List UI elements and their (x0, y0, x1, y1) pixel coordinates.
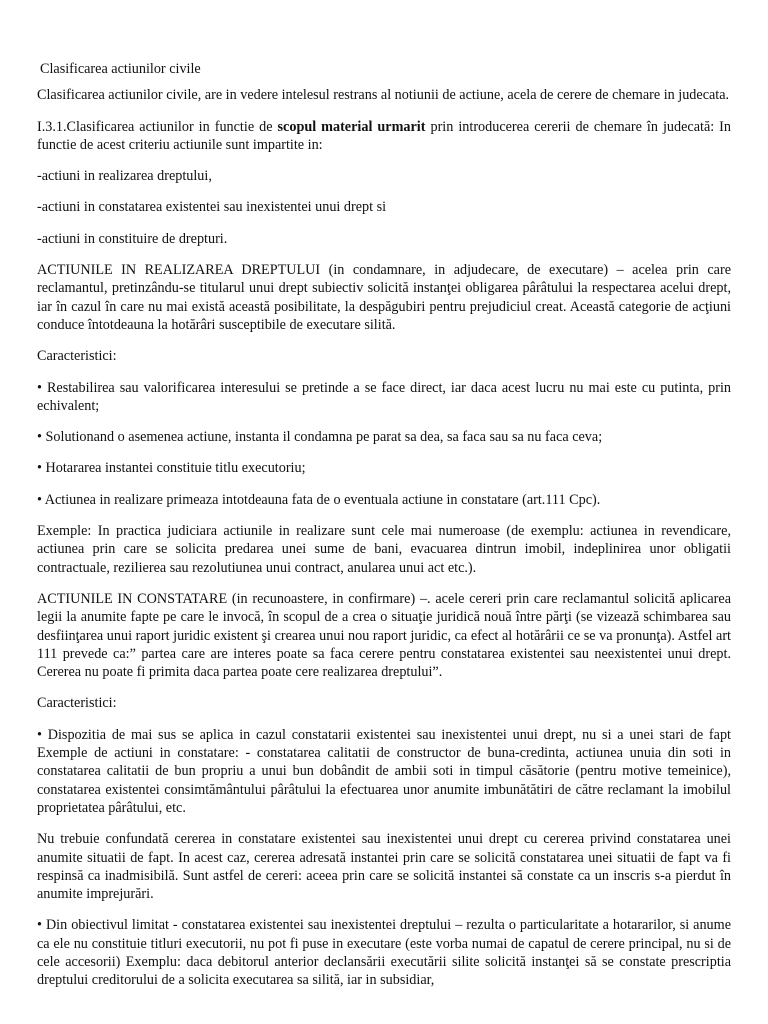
list-item: -actiuni in constituire de drepturi. (37, 230, 228, 247)
bullet-item: • Solutionand o asemenea actiune, instanta il condamna pe parat sa dea, sa faca sau sa nu faca ceva; (37, 429, 603, 446)
bullet-item: • Hotararea instantei constituie titlu executoriu; (37, 460, 306, 477)
section-heading-rest: prin introducerea cererii de chemare în judecată: In functie de acest criteriu actiunile sunt impartite in: (37, 118, 732, 153)
list-item: -actiuni in constatarea existentei sau inexistentei unui drept si (37, 199, 387, 216)
section-heading-lead: I.3.1.Clasificarea actiunilor in functie de (37, 118, 278, 135)
intro-paragraph: Clasificarea actiunilor civile, are in vedere intelesul restrans al notiunii de actiune, acela de cerere de chemare in judecata. (37, 87, 730, 104)
constatare-definition: ACTIUNILE IN CONSTATARE (in recunoastere, in confirmare) –. acele cereri prin care reclamantul solicită aplicarea legii la anumite fapte pe care le invocă, în scopul de a crea o situaţie juridică nouă între părţi (se vizează schimbarea sau desfiinţarea unui raport juridic existent şi crearea unui nou raport juridic, ca efect al hotărârii ce se va pronunţa). Astfel art 111 prevede ca:” partea care are interes poate sa faca cerere pentru constatarea existentei sau neexistentei unui drept. Cererea nu poate fi primita daca partea poate cere realizarea dreptului”. (37, 590, 731, 681)
nu-trebuie-paragraph: Nu trebuie confundată cererea in constatare existentei sau inexistentei unui drept cu cererea privind constatarea unei anumite situatii de fapt. In acest caz, cererea adresată instantei prin care se solicită constatarea unei situatii de fapt va fi respinsă ca inadmisibilă. Sunt astfel de cereri: aceea prin care se solicită instantei să constate ca un inscris s-a pierdut în anumite imprejurări. (37, 831, 731, 903)
realizare-definition: ACTIUNILE IN REALIZAREA DREPTULUI (in condamnare, in adjudecare, de executare) – acelea prin care reclamantul, pretinzându-se titularul unui drept subiectiv solicită instanţei obligarea pârâtului la respectarea acelui drept, iar în cazul în care nu mai există această posibilitate, la despăgubiri pentru prejudiciul creat. Această categorie de acţiuni conduce întotdeauna la hotărâri susceptibile de executare silită. (37, 262, 731, 333)
list-item: -actiuni in realizarea dreptului, (37, 168, 212, 185)
section-heading-paragraph (37, 118, 731, 155)
bullet-item: • Din obiectivul limitat - constatarea existentei sau inexistentei dreptului – rezulta o particularitate a hotararilor, si anume ca ele nu constituie titluri executorii, nu pot fi puse in executare (este vorba numai de capatul de cerere principal, nu si de cele accesorii) Exemplu: daca debitorul anterior declansării executării silite solicită instanţei să se constate prescriptia dreptului creditorului de a solicita executarea sa silită, iar in subsidiar, (37, 917, 731, 989)
bullet-item: • Dispozitia de mai sus se aplica in cazul constatarii existentei sau inexistentei unui drept, nu si a unei stari de fapt Exemple de actiuni in constatare: - constatarea calitatii de constructor de buna-credinta, actiunea unuia din soti in constatarea calitatii de bun propriu a unui bun dobândit de ambii soti in timpul căsătorie (pentru motive temeinice), constatarea existentei consimtământului pârâtului la efectuarea unor anumite imbunătătiri de către reclamant la imobilul proprietatea pârâtului, etc. (37, 726, 731, 816)
bullet-item: • Restabilirea sau valorificarea interesului se pretinde a se face direct, iar daca acest lucru nu mai este cu putinta, prin echivalent; (37, 379, 731, 414)
section-heading-bold: scopul material urmarit (277, 118, 426, 135)
caracteristici-label: Caracteristici: (37, 348, 117, 365)
caracteristici-label-2: Caracteristici: (37, 695, 117, 712)
bullet-item: • Actiunea in realizare primeaza intotdeauna fata de o eventuala actiune in constatare (art.111 Cpc). (37, 491, 601, 508)
exemple-paragraph: Exemple: In practica judiciara actiunile in realizare sunt cele mai numeroase (de exemplu: actiunea in revendicare, actiunea prin care se solicita predarea unei sume de bani, evacuarea dintrun imobil, indeplinirea unor obligatii contractuale, rezilierea sau rezolutiunea unui contract, anularea unui act etc.). (37, 523, 731, 576)
document-title: Clasificarea actiunilor civile (40, 61, 201, 77)
